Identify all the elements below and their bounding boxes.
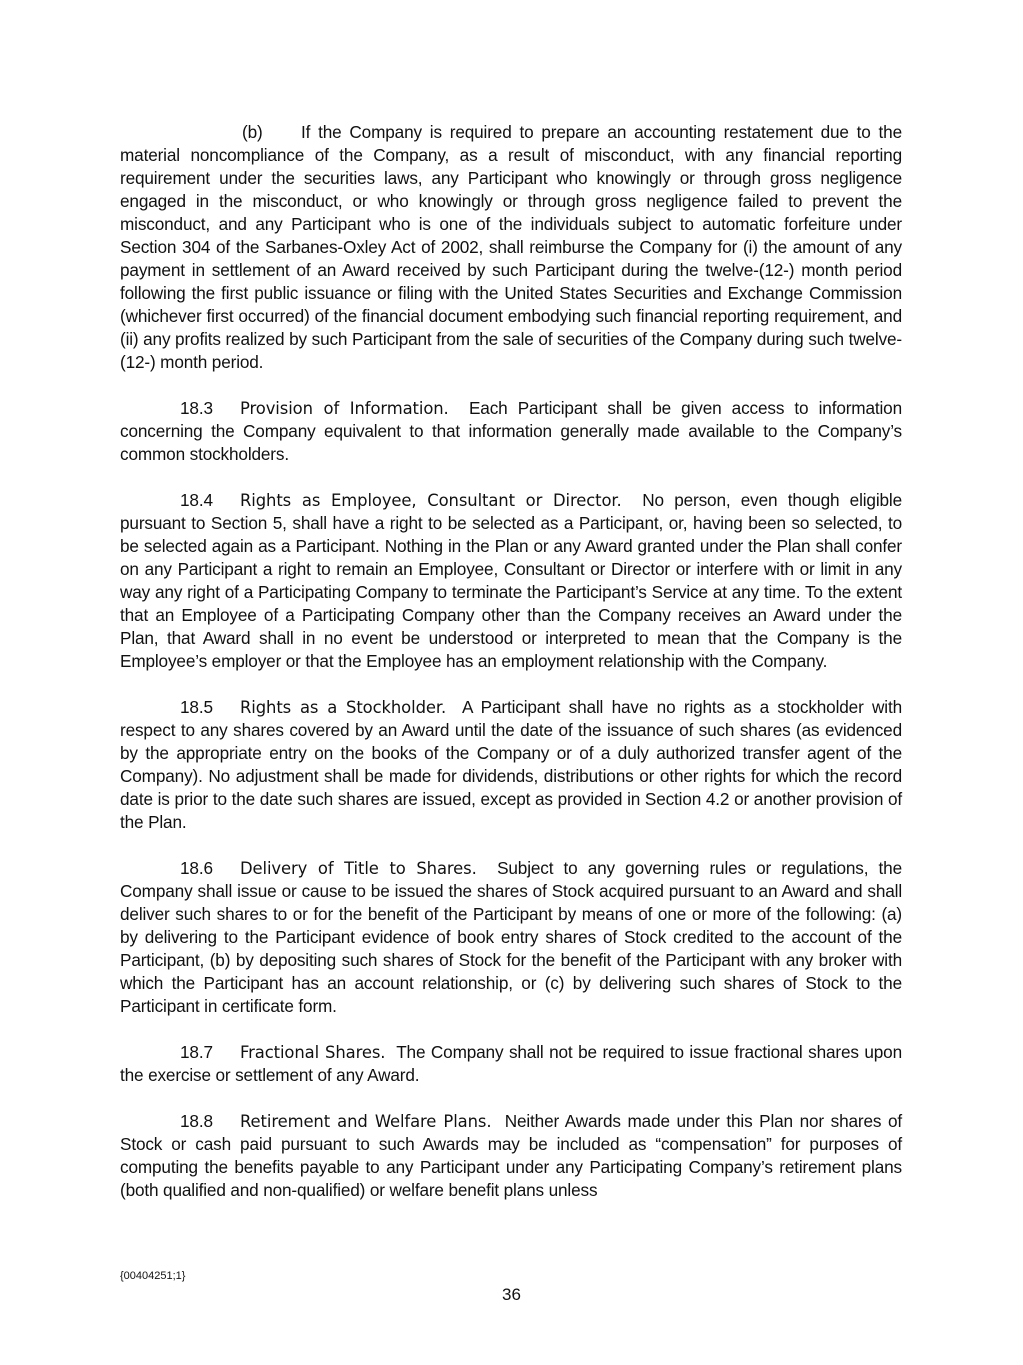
paragraph-18-8 xyxy=(120,1110,902,1202)
paragraph-18-4 xyxy=(120,489,902,673)
paragraph-heading: Retirement and Welfare Plans. xyxy=(240,1112,492,1131)
paragraph-text: Each Participant shall be given access to information concerning the Company equivalent to that information generally made available to the Company’s common stockholders. xyxy=(120,398,902,464)
paragraph-text: Neither Awards made under this Plan nor shares of Stock or cash paid pursuant to such Awards may be included as “compensation” for purposes of computing the benefits payable to any Participant under any Participating Company’s retirement plans (both qualified and non-qualified) or welfare benefit plans unless xyxy=(120,1111,902,1200)
paragraph-heading: Rights as Employee, Consultant or Director. xyxy=(240,491,622,510)
paragraph-heading: Rights as a Stockholder. xyxy=(240,698,447,717)
page-number: 36 xyxy=(502,1285,521,1304)
paragraph-text: A Participant shall have no rights as a stockholder with respect to any shares covered by an Award until the date of the issuance of such shares (as evidenced by the appropriate entry on the books of the Company or of a duly authorized transfer agent of the Company). No adjustment shall be made for dividends, distributions or other rights for which the record date is prior to the date such shares are issued, except as provided in Section 4.2 or another provision of the Plan. xyxy=(120,697,902,832)
document-body xyxy=(120,121,902,1225)
paragraph-18-2-b xyxy=(120,121,902,374)
paragraph-18-3 xyxy=(120,397,902,466)
paragraph-number: 18.6 xyxy=(180,858,213,878)
paragraph-number: (b) xyxy=(242,122,263,142)
paragraph-number: 18.7 xyxy=(180,1042,213,1062)
paragraph-number: 18.5 xyxy=(180,697,213,717)
paragraph-heading: Fractional Shares. xyxy=(240,1043,386,1062)
paragraph-heading: Delivery of Title to Shares. xyxy=(240,859,477,878)
paragraph-text: No person, even though eligible pursuant to Section 5, shall have a right to be selected as a Participant, or, having been so selected, to be selected again as a Participant. Nothing in the Plan or any Award granted under the Plan shall confer on any Participant a right to remain an Employee, Consultant or Director or interfere with or limit in any way any right of a Participating Company to terminate the Participant’s Service at any time. To the extent that an Employee of a Participating Company other than the Company receives an Award under the Plan, that Award shall in no event be understood or interpreted to mean that the Company is the Employee’s employer or that the Employee has an employment relationship with the Company. xyxy=(120,490,902,671)
paragraph-18-5 xyxy=(120,696,902,834)
paragraph-text: The Company shall not be required to issue fractional shares upon the exercise or settlement of any Award. xyxy=(120,1042,902,1085)
paragraph-number: 18.8 xyxy=(180,1111,213,1131)
document-footer-id: {00404251;1} xyxy=(120,1270,186,1282)
paragraph-heading: Provision of Information. xyxy=(240,399,449,418)
paragraph-number: 18.3 xyxy=(180,398,213,418)
paragraph-text: Subject to any governing rules or regulations, the Company shall issue or cause to be issued the shares of Stock acquired pursuant to an Award and shall deliver such shares to or for the benefit of the Participant by means of one or more of the following: (a) by delivering to the Participant evidence of book entry shares of Stock credited to the account of the Participant, (b) by depositing such shares of Stock for the benefit of the Participant with any broker with which the Participant has an account relationship, or (c) by delivering such shares of Stock to the Participant in certificate form. xyxy=(120,858,902,1016)
paragraph-number: 18.4 xyxy=(180,490,213,510)
paragraph-18-6 xyxy=(120,857,902,1018)
paragraph-18-7 xyxy=(120,1041,902,1087)
paragraph-text: If the Company is required to prepare an accounting restatement due to the material noncompliance of the Company, as a result of misconduct, with any financial reporting requirement under the securities laws, any Participant who knowingly or through gross negligence engaged in the misconduct, or who knowingly or through gross negligence failed to prevent the misconduct, and any Participant who is one of the individuals subject to automatic forfeiture under Section 304 of the Sarbanes-Oxley Act of 2002, shall reimburse the Company for (i) the amount of any payment in settlement of an Award received by such Participant during the twelve-(12-) month period following the first public issuance or filing with the United States Securities and Exchange Commission (whichever first occurred) of the financial document embodying such financial reporting requirement, and (ii) any profits realized by such Participant from the sale of securities of the Company during such twelve-(12-) month period. xyxy=(120,122,902,372)
